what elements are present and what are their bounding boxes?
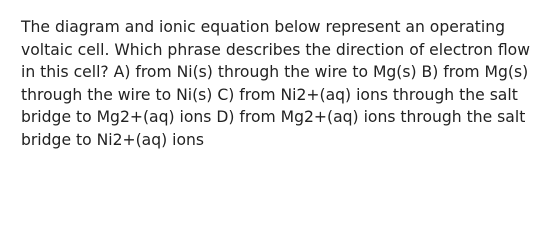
- question-line-4: through the wire to Ni(s) C) from Ni2+(aq) ions through the salt: [21, 85, 518, 104]
- question-line-6: bridge to Ni2+(aq) ions: [21, 130, 205, 149]
- question-line-3: in this cell? A) from Ni(s) through the wire to Mg(s) B) from Mg(s): [21, 63, 529, 81]
- question-line-5: bridge to Mg2+(aq) ions D) from Mg2+(aq) ions through the salt: [21, 108, 526, 126]
- question-line-2: voltaic cell. Which phrase describes the direction of electron flow: [21, 40, 530, 59]
- question-line-1: The diagram and ionic equation below represent an operating: [21, 18, 506, 36]
- question-text: [21, 16, 541, 151]
